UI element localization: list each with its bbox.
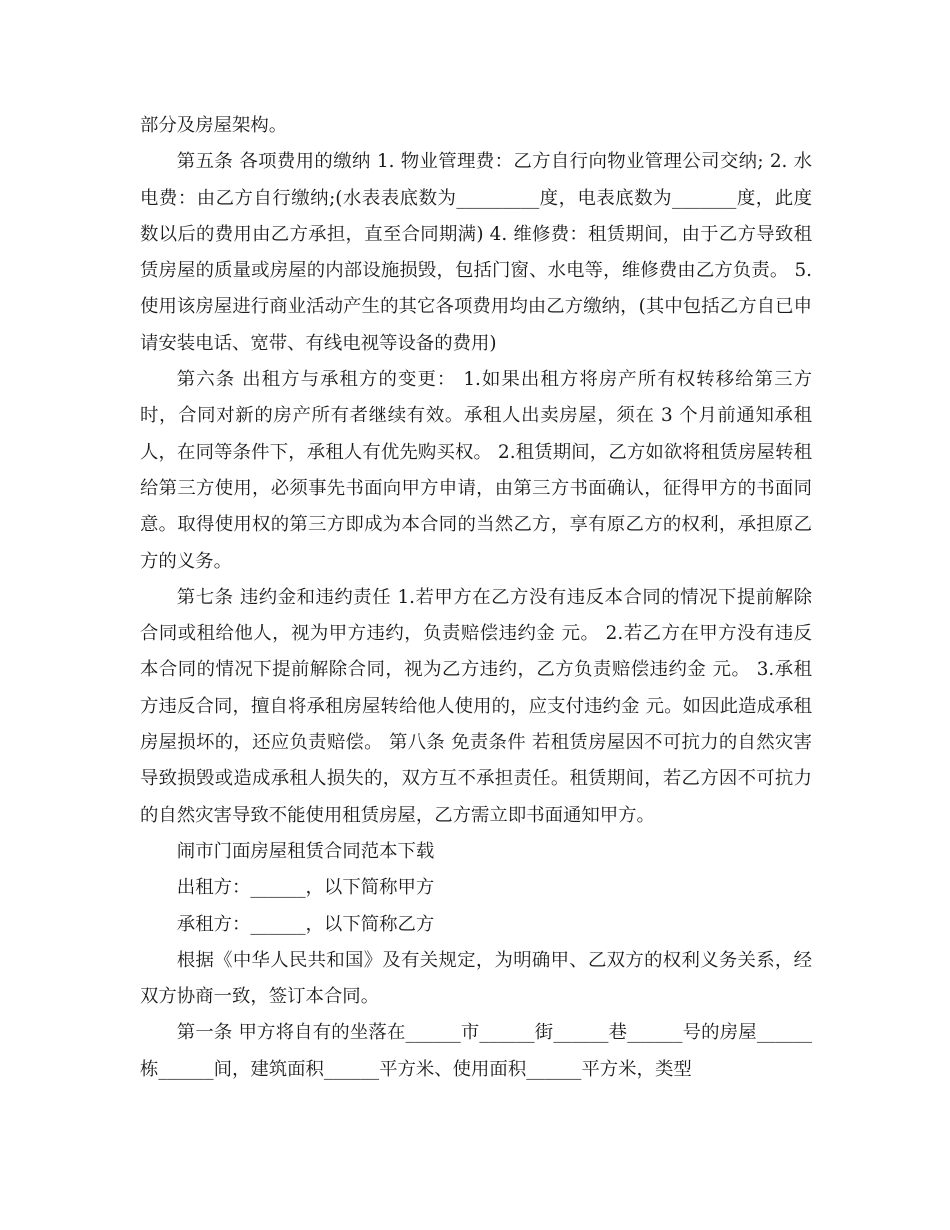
paragraph-1: 部分及房屋架构。	[140, 115, 288, 136]
lessor-line: 出租方：______，以下简称甲方	[176, 877, 435, 899]
lessee-line: 承租方：______，以下简称乙方	[176, 913, 435, 935]
contract-title: 闹市门面房屋租赁合同范本下载	[176, 840, 435, 862]
document-page	[140, 108, 812, 1088]
paragraph-article-5: 第五条 各项费用的缴纳 1. 物业管理费：乙方自行向物业管理公司交纳; 2. 水电费：由乙方自行缴纳;(水表表底数为_________度，电表底数为_______度，此度数以后的费用由乙方承担，直至合同期满) 4. 维修费：租赁期间，由于乙方导致租赁房屋的质量或房屋的内部设施损毁，包括门窗、水电等，维修费由乙方负责。 5. 使用该房屋进行商业活动产生的其它各项费用均由乙方缴纳，(其中包括乙方自已申请安装电话、宽带、有线电视等设备的费用)	[140, 151, 812, 354]
paragraph-article-1: 第一条 甲方将自有的坐落在______市______街______巷______号的房屋______栋______间，建筑面积______平方米、使用面积______平方米，类型	[140, 1022, 812, 1080]
paragraph-article-6: 第六条 出租方与承租方的变更： 1.如果出租方将房产所有权转移给第三方时，合同对新的房产所有者继续有效。承租人出卖房屋，须在 3 个月前通知承租人，在同等条件下，承租人有优先购买权。 2.租赁期间，乙方如欲将租赁房屋转租给第三方使用，必须事先书面向甲方申请，由第三方书面确认，征得甲方的书面同意。取得使用权的第三方即成为本合同的当然乙方，享有原乙方的权利，承担原乙方的义务。	[140, 369, 812, 572]
preamble-paragraph: 根据《中华人民共和国》及有关规定，为明确甲、乙双方的权利义务关系，经双方协商一致，签订本合同。	[140, 949, 812, 1008]
paragraph-article-7: 第七条 违约金和违约责任 1.若甲方在乙方没有违反本合同的情况下提前解除合同或租给他人，视为甲方违约，负责赔偿违约金 元。 2.若乙方在甲方没有违反本合同的情况下提前解除合同，视为乙方违约，乙方负责赔偿违约金 元。 3.承租方违反合同，擅自将承租房屋转给他人使用的，应支付违约金 元。如因此造成承租房屋损坏的，还应负责赔偿。 第八条 免责条件 若租赁房屋因不可抗力的自然灾害导致损毁或造成承租人损失的，双方互不承担责任。租赁期间，若乙方因不可抗力的自然灾害导致不能使用租赁房屋，乙方需立即书面通知甲方。	[140, 586, 812, 826]
